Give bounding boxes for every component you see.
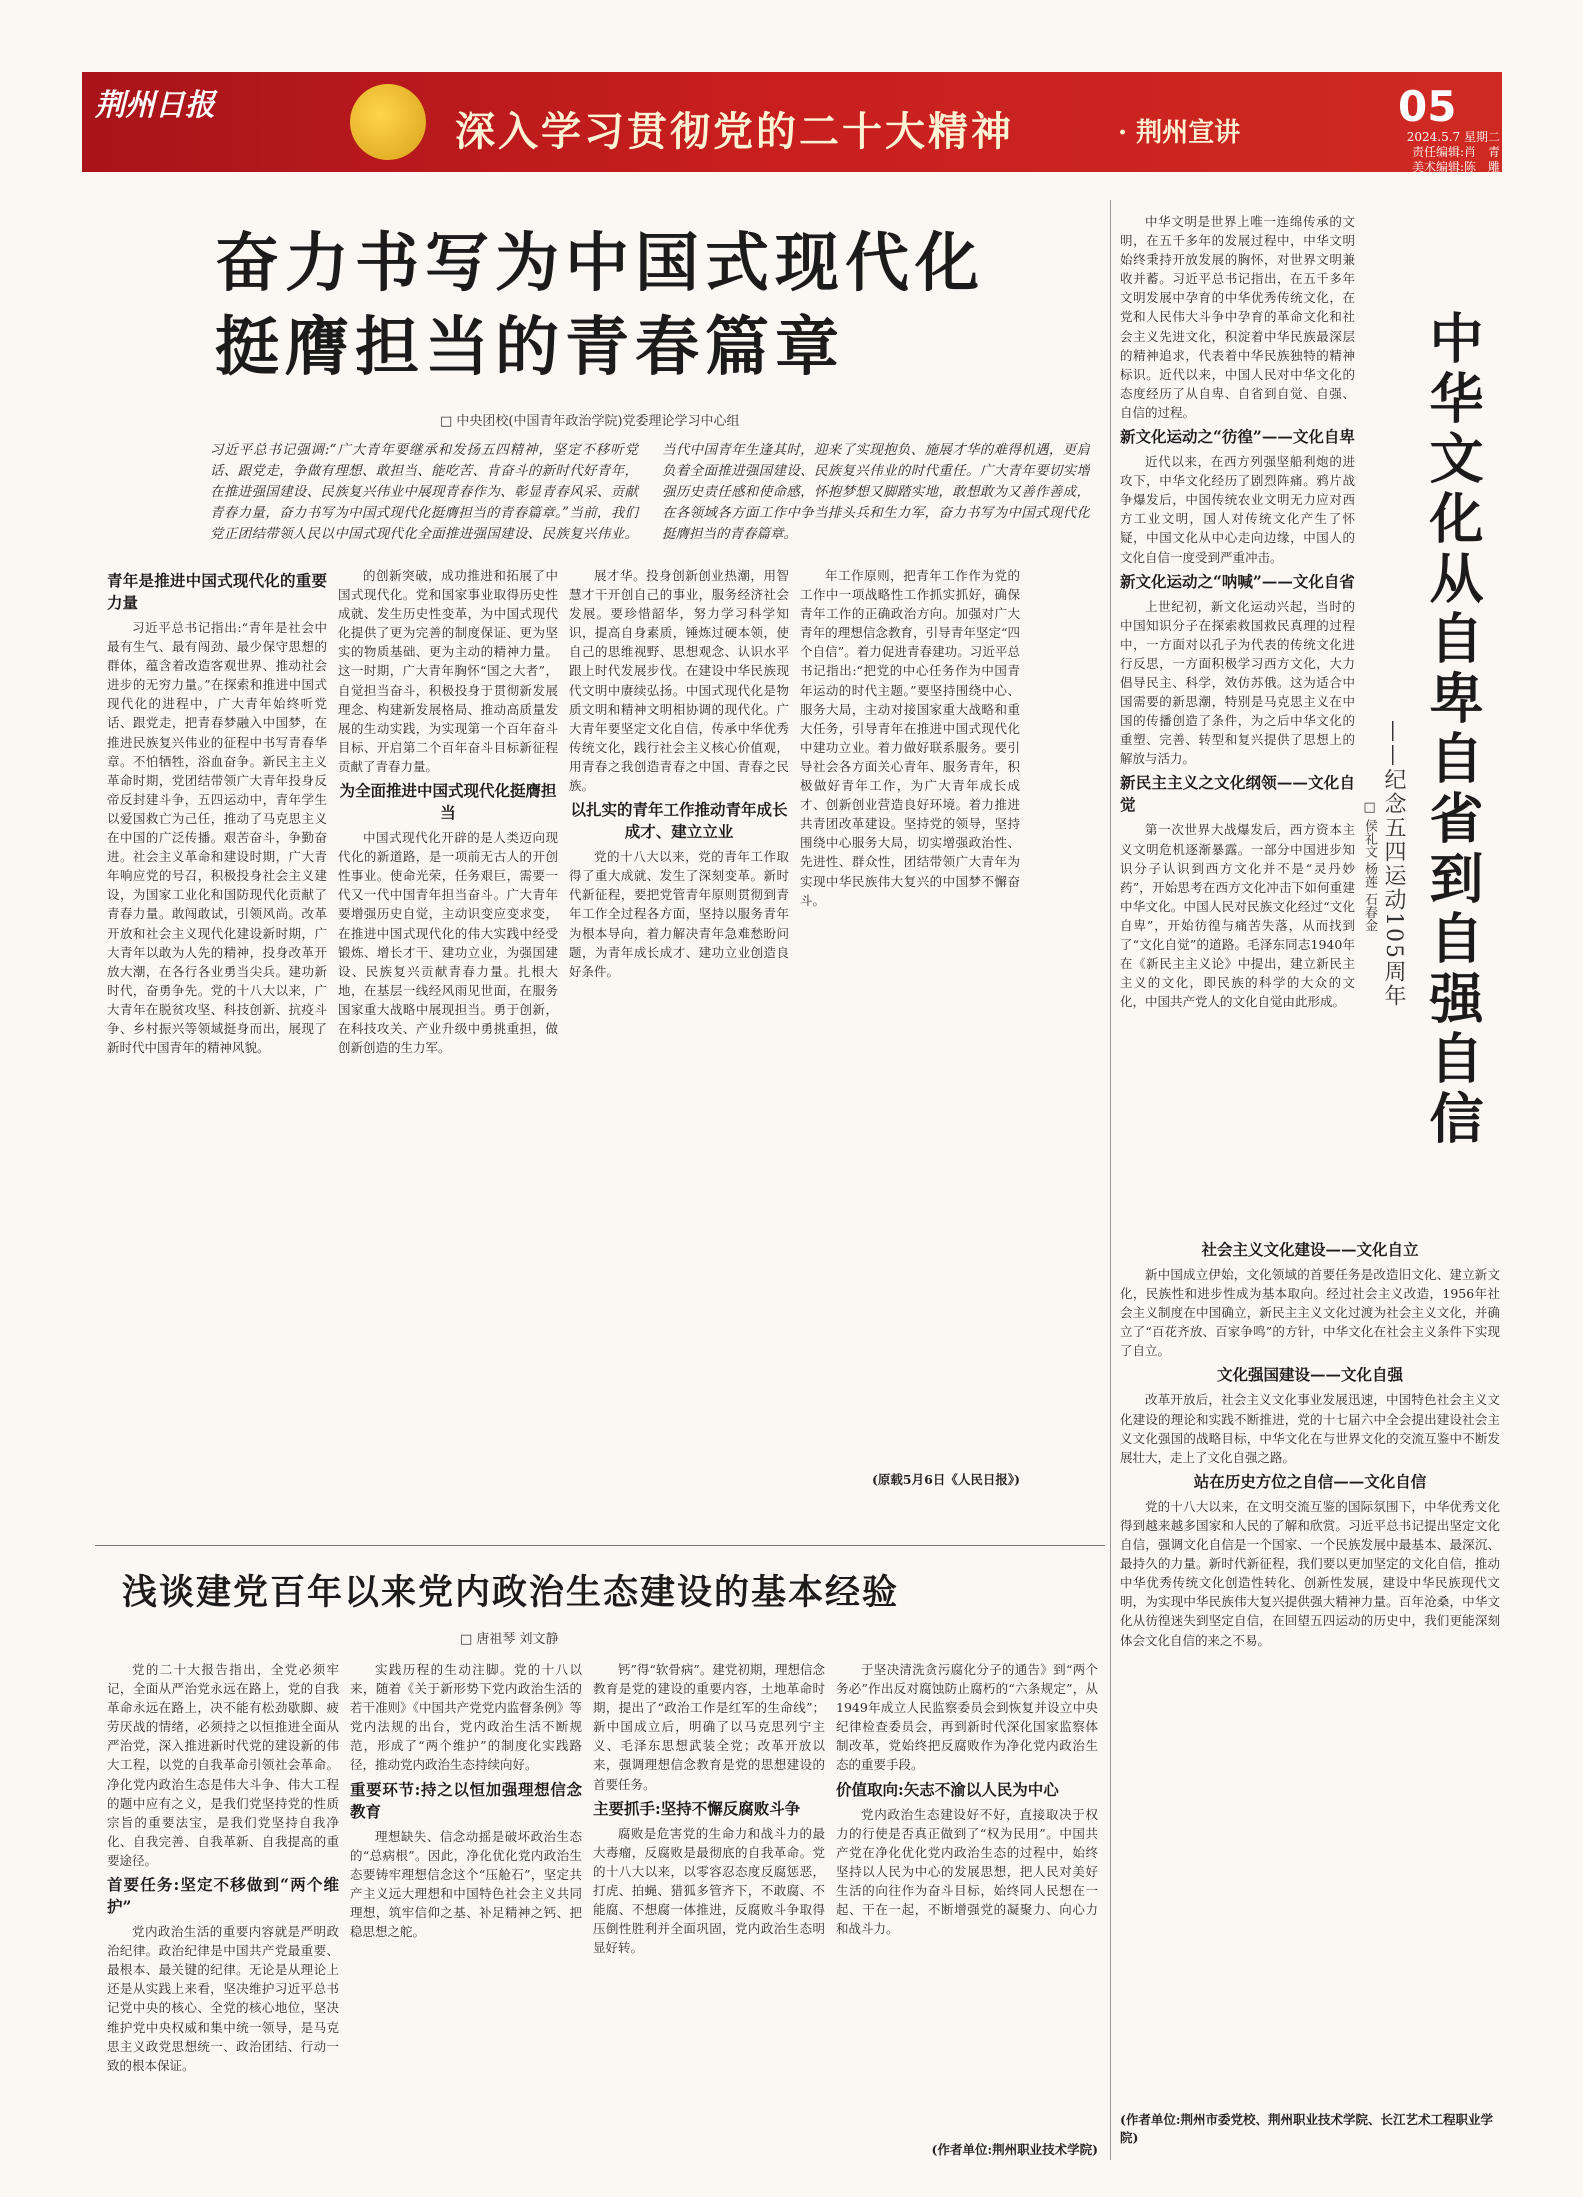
article1-title — [215, 222, 1075, 390]
article3-title: 浅谈建党百年以来党内政治生态建设的基本经验 — [122, 1572, 900, 1613]
article3-source: (作者单位:荆州职业技术学院) — [931, 2142, 1098, 2157]
article3-byline: □ 唐祖琴 刘文静 — [460, 1632, 559, 1647]
designer-credit: 美术编辑:陈 雕 — [1411, 160, 1500, 174]
article2-source: (作者单位:荆州市委党校、荆州职业技术学院、长江艺术工程职业学院) — [1120, 2112, 1494, 2145]
article1-col2-text: 的创新突破，成功推进和拓展了中国式现代化。党和国家事业取得历史性成就、发生历史性变革，为中国式现代化提供了更为完善的制度保证、更为坚实的物质基础、更为主动的精神力量。这一时期，广大青年胸怀“国之大者”，自觉担当奋斗，积极投身于贯彻新发展理念、构建新发展格局、推动高质量发展的生动实践，为实现第一个百年奋斗目标、开启第二个百年奋斗目标新征程贡献了青春力量。 — [338, 568, 558, 774]
article3-col4-heading: 价值取向:矢志不渝以人民为中心 — [836, 1779, 1059, 1799]
article1-lead: 习近平总书记强调:“广大青年要继承和发扬五四精神，坚定不移听党话、跟党走，争做有理想、敢担当、能吃苦、肯奋斗的新时代好青年，在推进强国建设、民族复兴伟业中展现青春作为、彰显青春风采、贡献青春力量，奋力书写为中国式现代化挺膺担当的青春篇章。”当前，我们党正团结带领人民以中国式现代化全面推进强国建设、民族复兴伟业。当代中国青年生逢其时，迎来了实现抱负、施展才华的难得机遇，更肩负着全面推进强国建设、民族复兴伟业的时代重任。广大青年要切实增强历史责任感和使命感，怀抱梦想又脚踏实地，敢想敢为又善作善成，在各领域各方面工作中争当排头兵和生力军，奋力书写为中国式现代化挺膺担当的青春篇章。 — [210, 442, 1090, 542]
article3-col1-text: 党的二十大报告指出，全党必须牢记，全面从严治党永远在路上，党的自我革命永远在路上，决不能有松劲歇脚、疲劳厌战的情绪，必须持之以恒推进全面从严治党，深入推进新时代党的建设新的伟大工程，以党的自我革命引领社会革命。净化党内政治生态是伟大斗争、伟大工程的题中应有之义，是我们党坚持党的性质宗旨的重要法宝，是我们党坚持自我净化、自我完善、自我革新、自我提高的重要途径。 — [107, 1662, 339, 1868]
article2-title: 中华文化从自卑自省到自强自信 — [1421, 310, 1485, 1150]
article1-col3-text: 展才华。投身创新创业热潮，用智慧才干开创自己的事业，服务经济社会发展。要珍惜韶华，努力学习科学知识，提高自身素质，锤炼过硬本领，使自己的思维视野、思想观念、认识水平跟上时代发展步伐。在建设中华民族现代文明中赓续弘扬。中国式现代化是物质文明和精神文明相协调的现代化。广大青年要坚定文化自信，传承中华优秀传统文化，践行社会主义核心价值观，用青春之我创造青春之中国、青春之民族。 — [569, 568, 789, 794]
article1-col2-text2: 中国式现代化开辟的是人类迈向现代化的新道路，是一项前无古人的开创性事业。使命光荣，任务艰巨，需要一代又一代中国青年担当奋斗。广大青年要增强历史自觉，主动识变应变求变，在推进中国式现代化的伟大实践中经受锻炼、增长才干、建功立业，为强国建设、民族复兴贡献青春力量。扎根大地，在基层一线经风雨见世面，在服务国家重大战略中展现担当。勇于创新，在科技攻关、产业升级中勇挑重担，做创新创造的生力军。 — [338, 830, 558, 1056]
article3-col4-text2: 党内政治生态建设好不好，直接取决于权力的行使是否真正做到了“权为民用”。中国共产党在净化优化党内政治生态的过程中，始终坚持以人民为中心的发展思想，把人民对美好生活的向往作为奋斗目标，始终同人民想在一起、干在一起，不断增强党的凝聚力、向心力和战斗力。 — [836, 1806, 1098, 1937]
party-emblem-icon — [350, 84, 426, 160]
article2-heading-b: 新文化运动之“呐喊”——文化自省 — [1120, 571, 1355, 591]
banner-title: 深入学习贯彻党的二十大精神 — [455, 108, 1014, 155]
issue-info — [1360, 130, 1500, 175]
column-divider — [1110, 200, 1111, 2160]
article3-col3 — [593, 1660, 825, 2160]
issue-date: 2024.5.7 星期二 — [1406, 130, 1500, 144]
article3-col4 — [836, 1660, 1098, 2130]
article3-col2-text: 实践历程的生动注脚。党的十八以来，随着《关于新形势下党内政治生活的若干准则》《中国共产党党内监督条例》等党内法规的出台，党内政治生活不断规范，形成了“两个维护”的制度化实践路径，推动党内政治生态持续向好。 — [350, 1662, 582, 1773]
article2-text-e: 新中国成立伊始，文化领域的首要任务是改造旧文化、建立新文化，民族性和进步性成为基本取向。经过社会主义改造，1956年社会主义制度在中国确立，新民主主义文化过渡为社会主义文化，并确立了“百花齐放、百家争鸣”的方针，中华文化在社会主义条件下实现了自立。 — [1120, 1267, 1500, 1359]
article1-col1-heading: 青年是推进中国式现代化的重要力量 — [107, 571, 327, 612]
article1-col3-heading: 以扎实的青年工作推动青年成长成才、建立立业 — [570, 800, 788, 842]
article1-col3-text2: 党的十八大以来，党的青年工作取得了重大成就、发生了深刻变革。新时代新征程，要把党管青年原则贯彻到青年工作全过程各方面，坚持以服务青年为根本导向，着力解决青年急难愁盼问题，为青年成长成才、建功立业创造良好条件。 — [569, 849, 789, 979]
article2-text-c: 上世纪初，新文化运动兴起，当时的中国知识分子在探索救国救民真理的过程中，一方面对以孔子为代表的传统文化进行反思，一方面积极学习西方文化，大力倡导民主、科学，效仿苏俄。这为适合中国需要的新思潮，特别是马克思主义在中国的传播创造了条件，为之后中华文化的重塑、完善、转型和复兴提供了思想上的解放与活力。 — [1120, 598, 1355, 767]
article3-col2-heading: 重要环节:持之以恒加强理想信念教育 — [350, 1779, 582, 1821]
article2-heading-a: 新文化运动之“彷徨”——文化自卑 — [1120, 427, 1355, 447]
article2-subtitle: ——纪念五四运动105周年 — [1381, 720, 1406, 1008]
article2-heading-d: 社会主义文化建设——文化自立 — [1201, 1240, 1419, 1259]
article3-col1-heading: 首要任务:坚定不移做到“两个维护” — [107, 1875, 339, 1917]
article2-col-bottom — [1120, 1235, 1500, 2100]
article3-col2 — [350, 1660, 582, 2160]
article3-col1-text2: 党内政治生活的重要内容就是严明政治纪律。政治纪律是中国共产党最重要、最根本、最关键的纪律。无论是从理论上还是从实践上来看，坚决维护习近平总书记党中央的核心、全党的核心地位，坚决维护党中央权威和集中统一领导，是马克思主义政党思想统一、政治团结、行动一致的根本保证。 — [107, 1924, 339, 2073]
article3-col3-heading: 主要抓手:坚持不懈反腐败斗争 — [593, 1798, 801, 1818]
banner-subtitle: · 荆州宣讲 — [1118, 118, 1241, 148]
article1-title-line2: 挺膺担当的青春篇章 — [215, 310, 845, 385]
article1-col4 — [800, 566, 1020, 1461]
article2-heading-c: 新民主主义之文化纲领——文化自觉 — [1120, 773, 1355, 815]
article1-byline: □ 中央团校(中国青年政治学院)党委理论学习中心组 — [440, 414, 740, 429]
section-rule — [95, 1545, 1105, 1546]
article2-byline: □ 侯礼文 杨莲 石春金 — [1362, 800, 1377, 932]
article1-col3 — [569, 566, 789, 1491]
page-number: 05 — [1398, 82, 1457, 131]
article1-col2 — [338, 566, 558, 1491]
article3-col1 — [107, 1660, 339, 2160]
article1-col1-text: 习近平总书记指出:“青年是社会中最有生气、最有闯劲、最少保守思想的群体，蕴含着改造客观世界、推动社会进步的无穷力量。”在探索和推进中国式现代化的进程中，广大青年始终听党话、跟党走，把青春梦融入中国梦，在推进民族复兴伟业的征程中书写青春华章。不怕牺牲，浴血奋争。新民主主义革命时期，党团结带领广大青年投身反帝反封建斗争，五四运动中，青年学生以爱国救亡为己任，推动了马克思主义在中国的广泛传播。艰苦奋斗，争勤奋进。社会主义革命和建设时期，广大青年响应党的号召，积极投身社会主义建设，为国家工业化和国防现代化贡献了青春力量。敢闯敢试，引领风尚。改革开放和社会主义现代化建设新时期，广大青年以敢为人先的精神，投身改革开放大潮，在各行各业勇当尖兵。建功新时代，奋勇争先。党的十八大以来，广大青年在脱贫攻坚、科技创新、抗疫斗争、乡村振兴等领域挺身而出，展现了新时代中国青年的精神风貌。 — [107, 620, 327, 1056]
article2-text-f: 改革开放后，社会主义文化事业发展迅速，中国特色社会主义文化建设的理论和实践不断推进，党的十七届六中全会提出建设社会主义文化强国的战略目标，中华文化在与世界文化的交流互鉴中不断发展壮大，走上了文化自强之路。 — [1120, 1392, 1500, 1465]
article2-heading-f: 站在历史方位之自信——文化自信 — [1193, 1471, 1427, 1491]
article1-col4-text: 年工作原则，把青年工作作为党的工作中一项战略性工作抓实抓好，确保青年工作的正确政治方向。加强对广大青年的理想信念教育，引导青年坚定“四个自信”。着力促进青春建功。习近平总书记指出:“把党的中心任务作为中国青年运动的时代主题。”要坚持围绕中心、服务大局，主动对接国家重大战略和重大任务，引导青年在推进中国式现代化中建功立业。着力做好联系服务。要引导社会各方面关心青年、服务青年，积极做好青年工作，为广大青年成长成才、创新创业营造良好环境。着力推进共青团改革建设。坚持党的领导，坚持围绕中心服务大局，切实增强政治性、先进性、群众性，团结带领广大青年为实现中华民族伟大复兴的中国梦不懈奋斗。 — [800, 568, 1020, 908]
article2-text-g: 党的十八大以来，在文明交流互鉴的国际氛围下，中华优秀文化得到越来越多国家和人民的了解和欣赏。习近平总书记提出坚定文化自信，强调文化自信是一个国家、一个民族发展中最基本、最深沉、最持久的力量。新时代新征程，我们要以更加坚定的文化自信，推动中华优秀传统文化创造性转化、创新性发展，建设中华民族现代文明，为实现中华民族伟大复兴提供强大精神力量。百年沧桑，中华文化从彷徨迷失到坚定自信，在回望五四运动的历史中，我们更能深刻体会文化自信的来之不易。 — [1120, 1498, 1500, 1648]
editor-credit: 责任编辑:肖 青 — [1411, 145, 1500, 159]
paper-name: 荆州日报 — [95, 88, 215, 123]
article3-col2-text2: 理想缺失、信念动摇是破坏政治生态的“总病根”。因此，净化优化党内政治生态要铸牢理想信念这个“压舱石”，坚定共产主义远大理想和中国特色社会主义共同理想，筑牢信仰之基、补足精神之钙、把稳思想之舵。 — [350, 1828, 582, 1940]
article1-source: (原载5月6日《人民日报》) — [872, 1472, 1020, 1487]
article3-col4-text: 于坚决清洗贪污腐化分子的通告》到“两个务必”作出反对腐蚀防止腐朽的“六条规定”，从1949年成立人民监察委员会到恢复并设立中央纪律检查委员会，再到新时代深化国家监察体制改革，党始终把反腐败作为净化党内政治生态的重要手段。 — [836, 1662, 1098, 1773]
article3-col3-text2: 腐败是危害党的生命力和战斗力的最大毒瘤，反腐败是最彻底的自我革命。党的十八大以来，以零容忍态度反腐惩恶，打虎、拍蝇、猎狐多管齐下，不敢腐、不能腐、不想腐一体推进，反腐败斗争取得压倒性胜利并全面巩固，党内政治生态明显好转。 — [593, 1825, 825, 1956]
article2-heading-e: 文化强国建设——文化自强 — [1216, 1365, 1403, 1385]
article2-text-b: 近代以来，在西方列强坚船利炮的进攻下，中华文化经历了剧烈阵痛。鸦片战争爆发后，中国传统农业文明无力应对西方工业文明，国人对传统文化产生了怀疑，中国文化从中心走向边缘，中国人的文化自信一度受到严重冲击。 — [1120, 454, 1355, 565]
article1-title-line1: 奋力书写为中国式现代化 — [215, 226, 985, 301]
article2-text-d: 第一次世界大战爆发后，西方资本主义文明危机逐渐暴露。一部分中国进步知识分子认识到西方文化并不是“灵丹妙药”，开始思考在西方文化冲击下如何重建中华文化。中国人民对民族文化经过“文化自卑”，开始彷徨与痛苦失落，从而找到了“文化自觉”的道路。毛泽东同志1940年在《新民主主义论》中提出，建立新民主主义的文化，即民族的科学的大众的文化，中国共产党人的文化自觉由此形成。 — [1120, 822, 1355, 1010]
article1-col2-heading: 为全面推进中国式现代化挺膺担当 — [339, 781, 557, 823]
article1-col1 — [107, 566, 327, 1491]
article3-col3-text: 钙”得“软骨病”。建党初期，理想信念教育是党的建设的重要内容，土地革命时期，提出了“政治工作是红军的生命线”；新中国成立后，明确了以马克思列宁主义、毛泽东思想武装全党；改革开放以来，强调理想信念教育是党的思想建设的首要任务。 — [593, 1662, 825, 1792]
article2-text-a: 中华文明是世界上唯一连绵传承的文明，在五千多年的发展过程中，中华文明始终秉持开放发展的胸怀，对世界文明兼收并蓄。习近平总书记指出，在五千多年文明发展中孕育的中华优秀传统文化，在党和人民伟大斗争中孕育的革命文化和社会主义先进文化，积淀着中华民族最深层的精神追求，代表着中华民族独特的精神标识。近代以来，中国人民对中华文化的态度经历了从自卑、自省到自觉、自强、自信的过程。 — [1120, 214, 1355, 420]
